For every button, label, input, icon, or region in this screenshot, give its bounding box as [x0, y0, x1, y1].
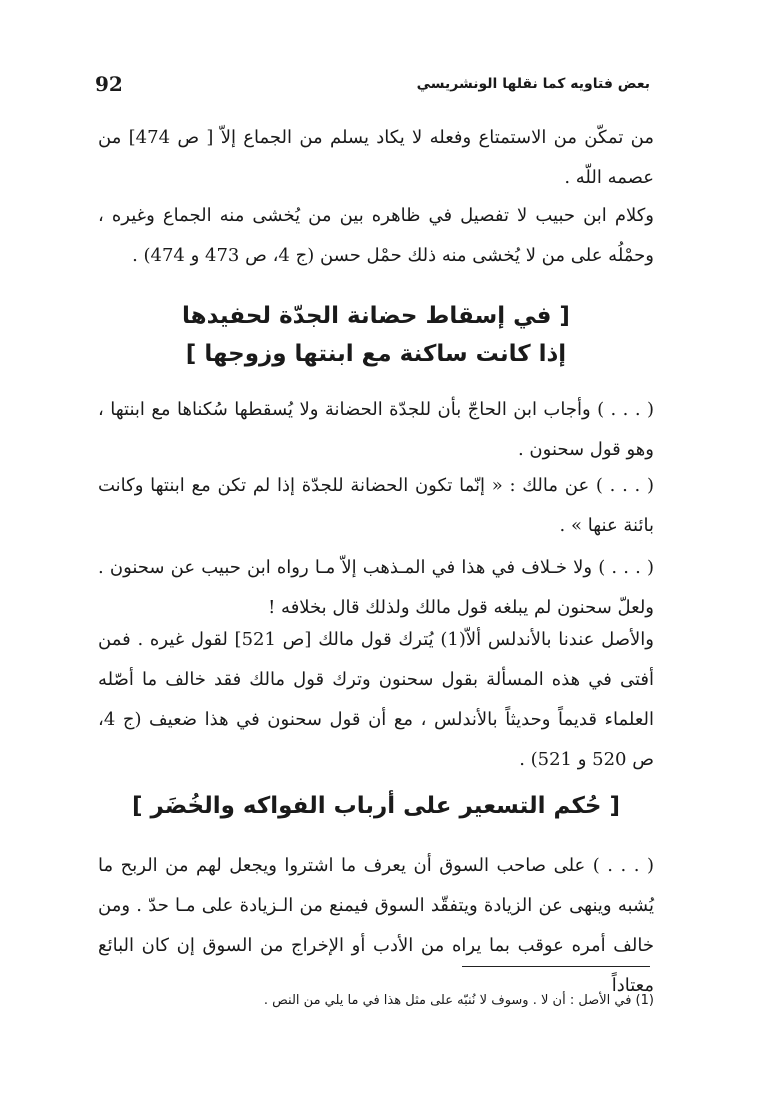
paragraph-3: ( . . . ) وأجاب ابن الحاجّ بأن للجدّة الحضانة ولا يُسقطها سُكناها مع ابنتها ، وهو قول سحنون .: [98, 399, 654, 460]
running-title: بعض فتاويه كما نقلها الونشريسي: [416, 76, 650, 92]
footnote: (1) في الأصل : أن لا . وسوف لا نُنبّه على مثل هذا في ما يلي من النص .: [263, 993, 654, 1008]
paragraph-5: ( . . . ) ولا خـلاف في هذا في المـذهب إلاّ مـا رواه ابن حبيب عن سحنون . ولعلّ سحنون لم يبلغه قول مالك ولذلك قال بخلافه !: [98, 557, 654, 618]
paragraph-2: وكلام ابن حبيب لا تفصيل في ظاهره بين من يُخشى منه الجماع وغيره ، وحمْلُه على من لا يُخشى منه ذلك حمْل حسن (ج 4، ص 473 و 474) .: [98, 205, 654, 266]
section-heading-custody-line-2: إذا كانت ساكنة مع ابنتها وزوجها ]: [185, 341, 567, 367]
paragraph-7: ( . . . ) على صاحب السوق أن يعرف ما اشتروا ويجعل لهم من الربح ما يُشبه وينهى عن الزيادة ويتفقّد السوق فيمنع من الـزيادة على مـا حدّ . ومن خالف أمره عوقب بما يراه من الأدب أو الإخراج من السوق إن كان البائع معتاداً: [98, 855, 654, 996]
page-number: 92: [95, 72, 123, 96]
paragraph-6: والأصل عندنا بالأندلس ألاّ(1) يُترك قول مالك [ص 521] لقول غيره . فمن أفتى في هذه المسألة بقول سحنون وترك قول مالك فقد خالف ما أصّله العلماء قديماً وحديثاً بالأندلس ، مع أن قول سحنون في هذا ضعيف (ج 4، ص 520 و 521) .: [98, 629, 654, 770]
section-heading-pricing: [ حُكم التسعير على أرباب الفواكه والخُضَر ]: [132, 793, 620, 819]
running-head: [95, 72, 650, 102]
paragraph-4: ( . . . ) عن مالك : « إنّما تكون الحضانة للجدّة إذا لم تكن مع ابنتها وكانت بائنة عنها » .: [98, 475, 654, 536]
footnote-separator: [462, 966, 650, 967]
paragraph-1: من تمكّن من الاستمتاع وفعله لا يكاد يسلم من الجماع إلاّ [ ص 474] من عصمه اللّه .: [98, 127, 654, 188]
section-heading-custody-line-1: [ في إسقاط حضانة الجدّة لحفيدها: [182, 303, 570, 329]
